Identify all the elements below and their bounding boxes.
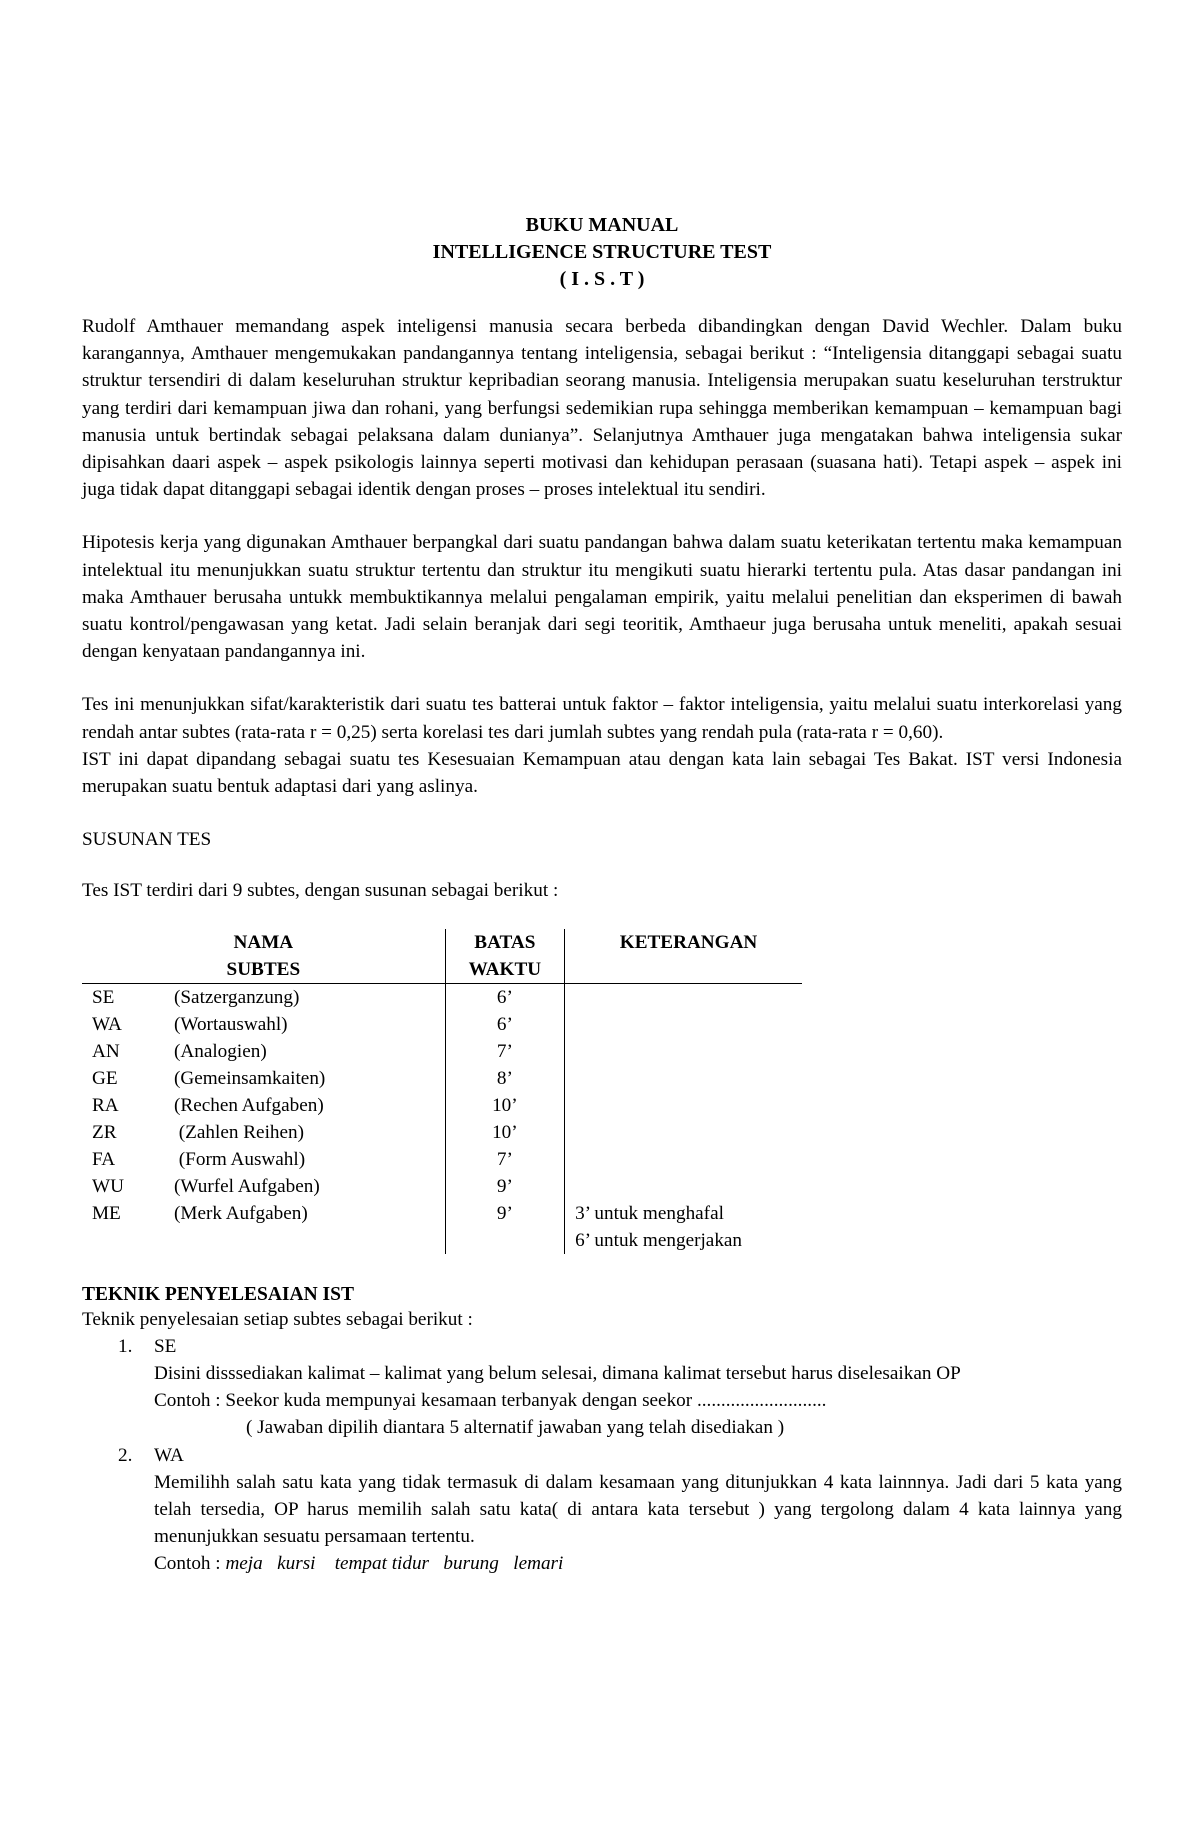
cell-subtes <box>82 1146 445 1173</box>
table-row <box>82 1011 802 1038</box>
cell-keterangan <box>565 1119 802 1146</box>
cell-subtes <box>82 1200 445 1254</box>
cell-subtes <box>82 1011 445 1038</box>
table-row <box>82 1200 802 1254</box>
subtes-code: FA <box>92 1148 116 1170</box>
table-row <box>82 1038 802 1065</box>
document-title <box>82 212 1122 293</box>
teknik-list <box>82 1333 1122 1578</box>
paragraph-intro: Rudolf Amthauer memandang aspek inteligensi manusia secara berbeda dibandingkan dengan David Wechler. Dalam buku karangannya, Amthauer mengemukakan pandangannya tentang inteligensia, sebagai berikut : “Inteligensia ditanggapi sebagai suatu struktur tersendiri di dalam keseluruhan struktur kepribadian seorang manusia. Inteligensia merupakan suatu keseluruhan terstruktur yang terdiri dari kemampuan jiwa dan rohani, yang berfungsi sedemikian rupa sehingga memberikan kemampuan – kemampuan bagi manusia untuk bertindak sebagai pelaksana dalam dunianya”. Selanjutnya Amthauer juga mengatakan bahwa inteligensia sukar dipisahkan daari aspek – aspek psikologis lainnya seperti motivasi dan kehidupan perasaan (suasana hati). Tetapi aspek – aspek ini juga tidak dapat ditanggapi sebagai identik dengan proses – proses intelektual itu sendiri. <box>82 316 1122 501</box>
subtes-code: ZR <box>92 1121 117 1143</box>
cell-batas-waktu: 6’ <box>445 983 564 1011</box>
subtes-code: AN <box>92 1040 120 1062</box>
cell-subtes <box>82 1092 445 1119</box>
cell-keterangan <box>565 1011 802 1038</box>
title-line-2: INTELLIGENCE STRUCTURE TEST <box>432 241 772 263</box>
cell-batas-waktu: 10’ <box>445 1092 564 1119</box>
paragraph-hypothesis: Hipotesis kerja yang digunakan Amthauer berpangkal dari suatu pandangan bahwa dalam suatu keterikatan tertentu maka kemampuan intelektual itu menunjukkan suatu struktur tertentu dan struktur itu mengikuti suatu hierarki tertentu pula. Atas dasar pandangan ini maka Amthauer berusaha untukk membuktikannya melalui pengalaman empirik, yaitu melalui penelitian dan eksperimen di bawah suatu kontrol/pengawasan yang ketat. Jadi selain beranjak dari segi teoritik, Amthaeur juga berusaha untuk meneliti, apakah sesuai dengan kenyataan pandangannya ini. <box>82 532 1122 663</box>
paragraph-aptitude: IST ini dapat dipandang sebagai suatu tes Kesesuaian Kemampuan atau dengan kata lain sebagai Tes Bakat. IST versi Indonesia merupakan suatu bentuk adaptasi dari yang aslinya. <box>82 748 1122 798</box>
example-words: meja kursi tempat tidur burung lemari <box>225 1553 564 1575</box>
subtes-code: SE <box>92 986 115 1008</box>
header-batas-line1: BATAS <box>474 931 536 953</box>
list-item-number: 1. <box>118 1335 133 1357</box>
cell-subtes <box>82 1119 445 1146</box>
subtes-name: (Rechen Aufgaben) <box>174 1094 324 1116</box>
list-item-example <box>154 1550 1122 1577</box>
subtes-code: WU <box>92 1175 124 1197</box>
table-row <box>82 1173 802 1200</box>
list-item-example: Contoh : Seekor kuda mempunyai kesamaan terbanyak dengan seekor ........................... <box>154 1390 827 1412</box>
table-row <box>82 1146 802 1173</box>
list-item-desc: Memilihh salah satu kata yang tidak termasuk di dalam kesamaan yang ditunjukkan 4 kata lainnnya. Jadi dari 5 kata yang telah tersedia, OP harus memilih salah satu kata( di antara kata tersebut ) yang tergolong dalam 4 kata lainnya yang menunjukkan sesuatu persamaan tertentu. <box>154 1471 1122 1548</box>
list-item-title: WA <box>154 1444 184 1466</box>
subtes-code: ME <box>92 1202 121 1224</box>
susunan-intro: Tes IST terdiri dari 9 subtes, dengan susunan sebagai berikut : <box>82 880 559 902</box>
cell-keterangan <box>565 1146 802 1173</box>
paragraph-characteristics: Tes ini menunjukkan sifat/karakteristik dari suatu tes batterai untuk faktor – faktor inteligensia, yaitu melalui suatu interkorelasi yang rendah antar subtes (rata-rata r = 0,25) serta korelasi tes dari jumlah subtes yang rendah pula (rata-rata r = 0,60). <box>82 694 1122 743</box>
cell-batas-waktu: 9’ <box>445 1200 564 1254</box>
table-row <box>82 1119 802 1146</box>
cell-subtes <box>82 1173 445 1200</box>
cell-keterangan <box>565 1065 802 1092</box>
cell-batas-waktu: 10’ <box>445 1119 564 1146</box>
cell-keterangan <box>565 1200 802 1254</box>
list-item-se <box>82 1333 1122 1442</box>
list-item-wa <box>82 1442 1122 1578</box>
section-heading-teknik: TEKNIK PENYELESAIAN IST <box>82 1283 354 1305</box>
subtes-name: (Form Auswahl) <box>174 1148 306 1170</box>
cell-keterangan <box>565 1173 802 1200</box>
table-body <box>82 983 802 1254</box>
section-heading-susunan: SUSUNAN TES <box>82 829 212 851</box>
header-batas-waktu <box>445 929 564 984</box>
subtes-name: (Analogien) <box>174 1040 267 1062</box>
subtes-name: (Satzerganzung) <box>174 986 300 1008</box>
list-item-number: 2. <box>118 1444 133 1466</box>
cell-subtes <box>82 1038 445 1065</box>
table-header-row <box>82 929 802 984</box>
table-row <box>82 983 802 1011</box>
cell-batas-waktu: 6’ <box>445 1011 564 1038</box>
header-nama-line2: SUBTES <box>226 958 301 980</box>
subtes-name: (Gemeinsamkaiten) <box>174 1067 326 1089</box>
cell-subtes <box>82 983 445 1011</box>
subtes-code: RA <box>92 1094 119 1116</box>
document-page <box>82 212 1122 1578</box>
header-nama-line1: NAMA <box>233 931 294 953</box>
keterangan-line: 6’ untuk mengerjakan <box>575 1229 743 1251</box>
subtes-name: (Merk Aufgaben) <box>174 1202 308 1224</box>
teknik-intro: Teknik penyelesaian setiap subtes sebagai berikut : <box>82 1308 473 1330</box>
cell-batas-waktu: 7’ <box>445 1038 564 1065</box>
cell-batas-waktu: 8’ <box>445 1065 564 1092</box>
cell-subtes <box>82 1065 445 1092</box>
keterangan-line: 3’ untuk menghafal <box>575 1202 724 1224</box>
header-batas-line2: WAKTU <box>468 958 542 980</box>
example-label: Contoh : <box>154 1553 226 1575</box>
header-keterangan: KETERANGAN <box>565 929 802 984</box>
list-item-title: SE <box>154 1335 177 1357</box>
table-row <box>82 1092 802 1119</box>
list-item-note: ( Jawaban dipilih diantara 5 alternatif jawaban yang telah disediakan ) <box>246 1417 785 1439</box>
table-row <box>82 1065 802 1092</box>
subtes-name: (Zahlen Reihen) <box>174 1121 304 1143</box>
cell-keterangan <box>565 983 802 1011</box>
subtes-name: (Wurfel Aufgaben) <box>174 1175 320 1197</box>
header-nama-subtes <box>82 929 445 984</box>
list-item-desc: Disini disssediakan kalimat – kalimat yang belum selesai, dimana kalimat tersebut harus diselesaikan OP <box>154 1363 961 1385</box>
cell-keterangan <box>565 1038 802 1065</box>
cell-keterangan <box>565 1092 802 1119</box>
cell-batas-waktu: 9’ <box>445 1173 564 1200</box>
subtes-code: WA <box>92 1013 122 1035</box>
subtest-table <box>82 929 802 1254</box>
subtes-name: (Wortauswahl) <box>174 1013 288 1035</box>
title-line-3: ( I . S . T ) <box>559 268 645 290</box>
subtes-code: GE <box>92 1067 118 1089</box>
cell-batas-waktu: 7’ <box>445 1146 564 1173</box>
title-line-1: BUKU MANUAL <box>525 214 679 236</box>
